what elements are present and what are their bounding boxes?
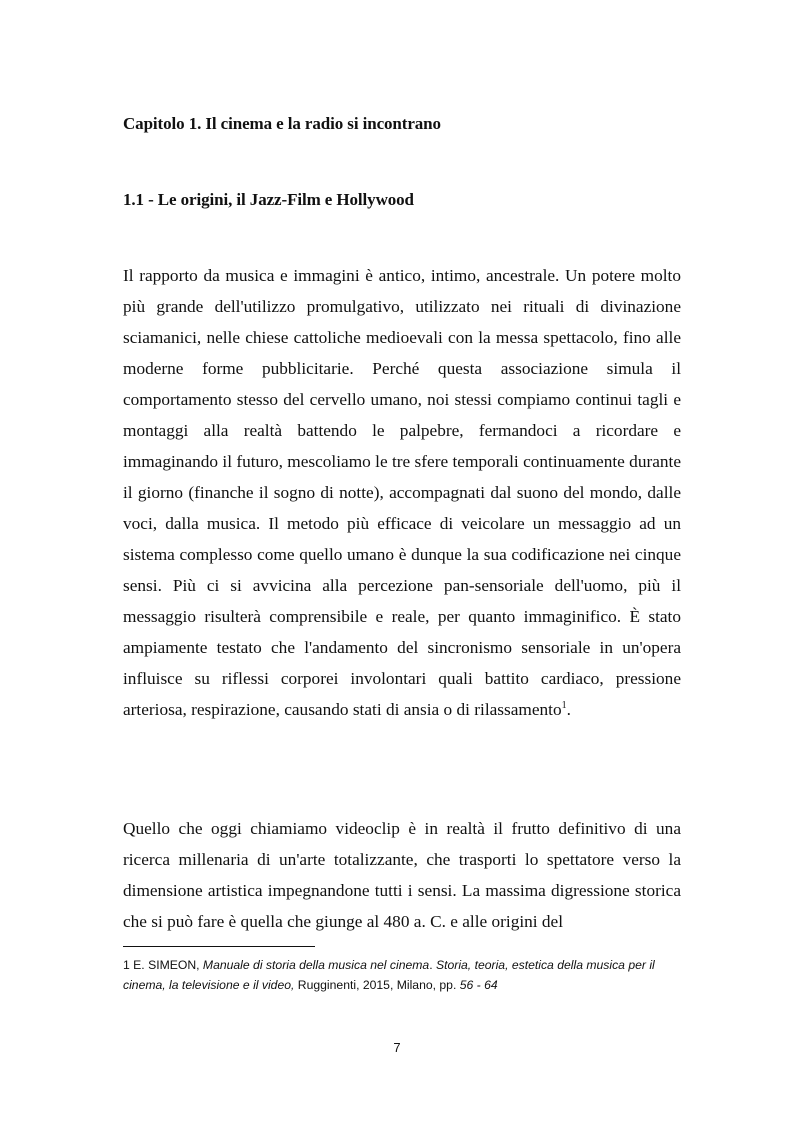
body-paragraph [123,260,681,725]
section-title: 1.1 - Le origini, il Jazz-Film e Hollywood [123,190,414,209]
body-paragraph: Quello che oggi chiamiamo videoclip è in realtà il frutto definitivo di una ricerca millenaria di un'arte totalizzante, che trasporti lo spettatore verso la dimensione artistica impegnandone tutti i sensi. La massima digressione storica che si può fare è quella che giunge al 480 a. C. e alle origini del [123,819,681,931]
footnote-book-title: Manuale di storia della musica nel cinema [202,958,430,972]
footnote-reference[interactable]: 1 [561,700,567,712]
footnote-separator [123,946,315,947]
footnote-separator-text: . [429,958,436,972]
footnote [123,955,683,995]
page-number: 7 [393,1040,401,1055]
paragraph-end: . [566,700,571,719]
footnote-author: 1 E. SIMEON, [123,958,203,972]
footnote-publisher: Rugginenti, 2015, Milano, pp. [294,978,460,992]
chapter-title: Capitolo 1. Il cinema e la radio si incontrano [123,114,441,133]
footnote-book-subtitle: Storia, teoria, estetica della musica per il cinema, la televisione e il video, [123,958,655,992]
footnote-pages: 56 - 64 [459,978,498,992]
paragraph-text: Il rapporto da musica e immagini è antico, intimo, ancestrale. Un potere molto più grande dell'utilizzo promulgativo, utilizzato nei rituali di divinazione sciamanici, nelle chiese cattoliche medioevali con la messa spettacolo, fino alle moderne forme pubblicitarie. Perché questa associazione simula il comportamento stesso del cervello umano, noi stessi compiamo continui tagli e montaggi alla realtà battendo le palpebre, fermandoci a ricordare e immaginando il futuro, mescoliamo le tre sfere temporali continuamente durante il giorno (finanche il sogno di notte), accompagnati dal suono del mondo, dalle voci, dalla musica. Il metodo più efficace di veicolare un messaggio ad un sistema complesso come quello umano è dunque la sua codificazione nei cinque sensi. Più ci si avvicina alla percezione pan-sensoriale dell'uomo, più il messaggio risulterà comprensibile e reale, per quanto immaginifico. È stato ampiamente testato che l'andamento del sincronismo sensoriale in un'opera influisce su riflessi corporei involontari quali battito cardiaco, pressione arteriosa, respirazione, causando stati di ansia o di rilassamento [123,266,681,719]
